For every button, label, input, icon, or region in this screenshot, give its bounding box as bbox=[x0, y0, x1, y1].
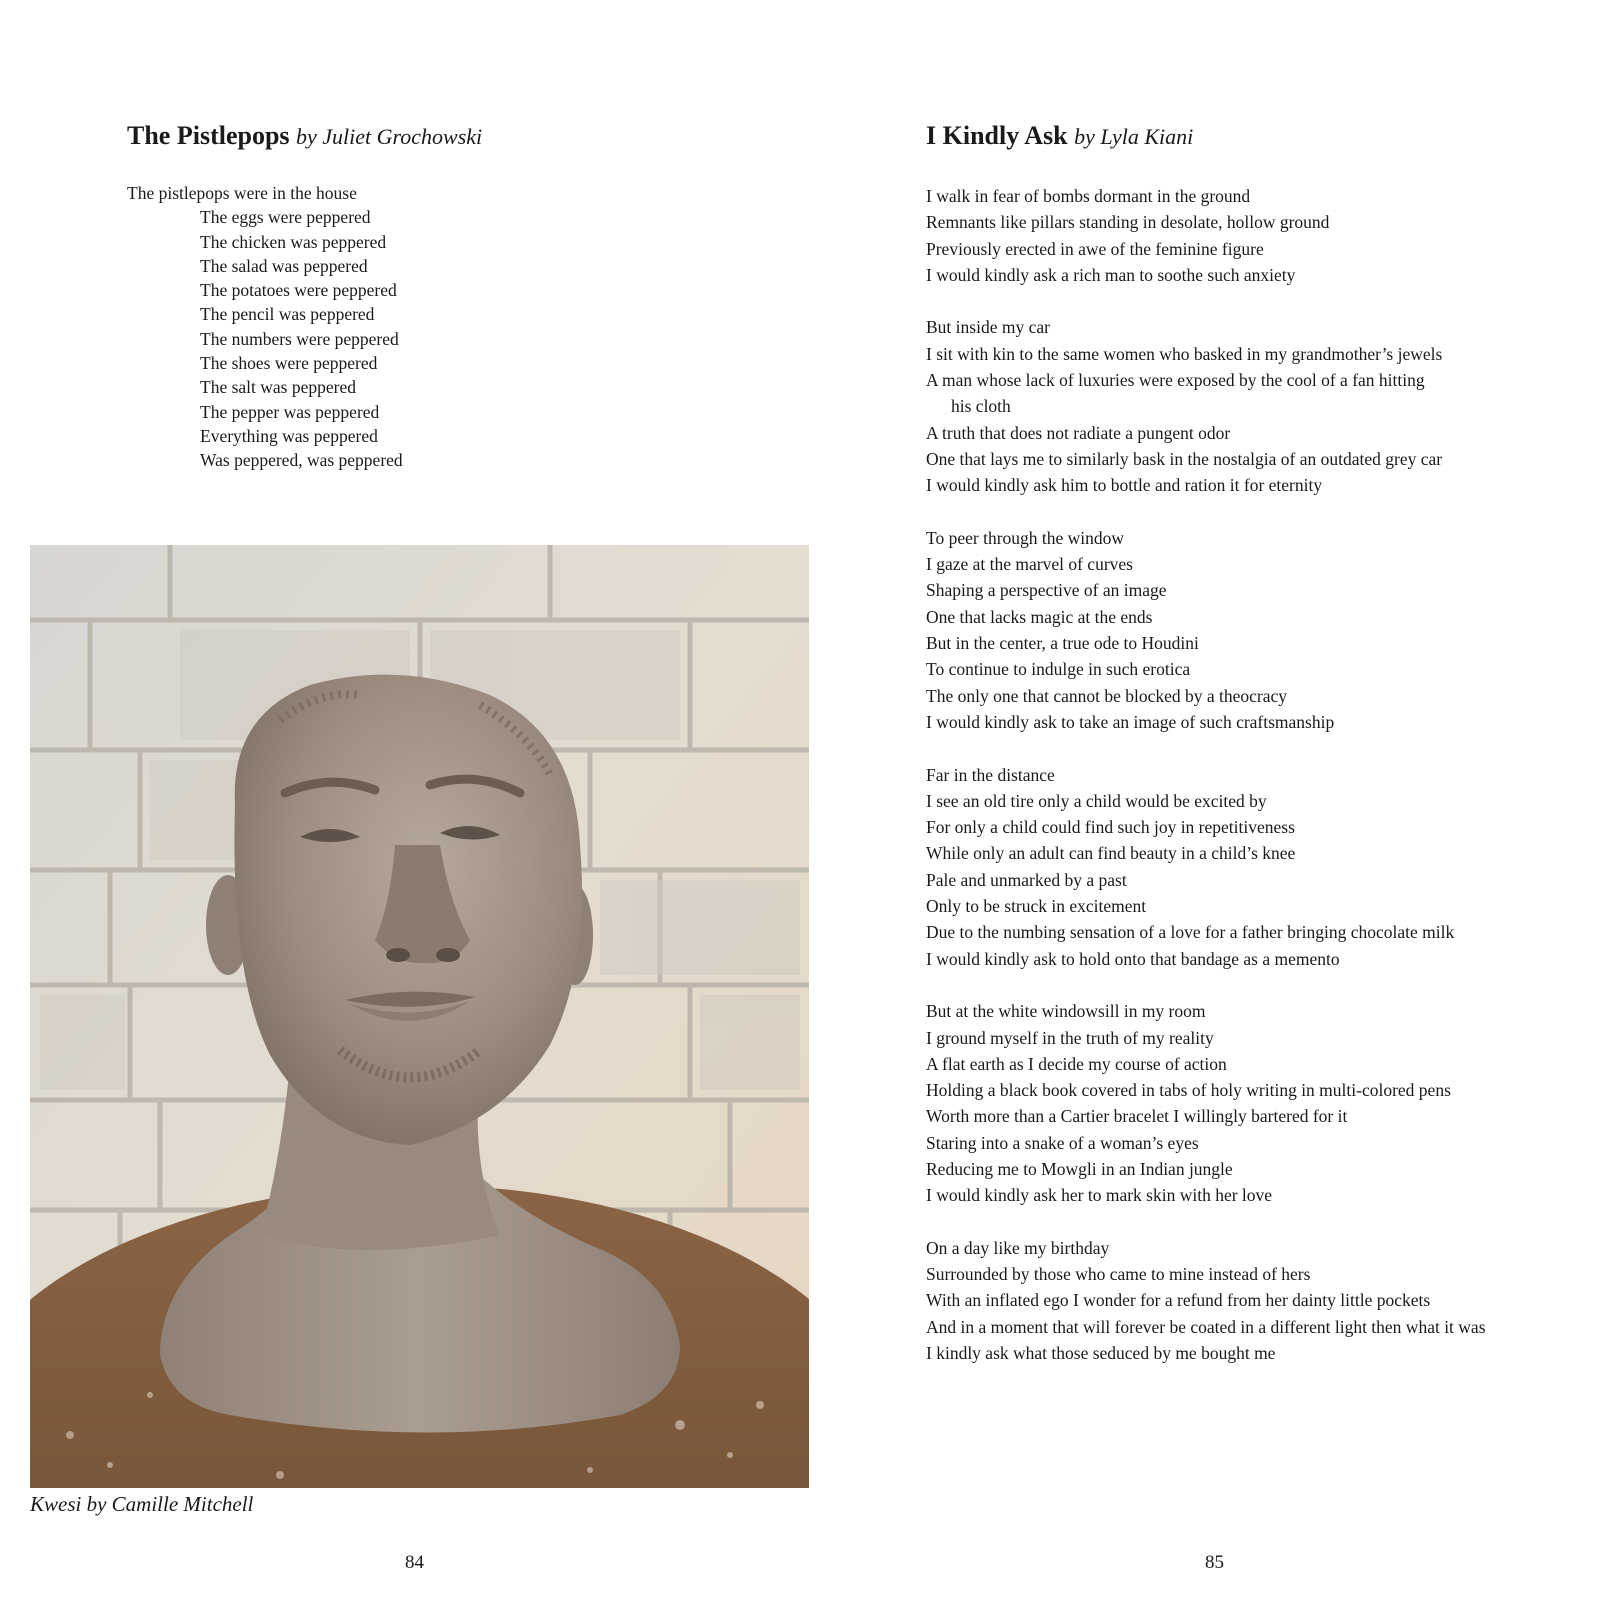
page-number-right: 85 bbox=[1205, 1552, 1224, 1573]
poem-author: by Lyla Kiani bbox=[1074, 124, 1194, 149]
poem-line: To peer through the window bbox=[926, 527, 1125, 548]
poem-line: Staring into a snake of a woman’s eyes bbox=[926, 1132, 1199, 1153]
poem-title: The Pistlepops bbox=[127, 121, 290, 150]
right-page bbox=[810, 0, 1620, 1620]
poem-line: Far in the distance bbox=[926, 764, 1055, 785]
poem-line: I kindly ask what those seduced by me bought me bbox=[926, 1343, 1276, 1364]
poem-line: I would kindly ask him to bottle and ration it for eternity bbox=[926, 475, 1323, 496]
poem-title-pistlepops bbox=[127, 121, 482, 151]
poem-line: The pepper was peppered bbox=[200, 401, 380, 422]
stanza bbox=[926, 525, 1486, 735]
poem-line: The only one that cannot be blocked by a theocracy bbox=[926, 685, 1288, 706]
stanza bbox=[926, 314, 1486, 498]
poem-line: The pistlepops were in the house bbox=[127, 183, 357, 203]
poem-body-pistlepops bbox=[127, 181, 403, 473]
sculpture-photo bbox=[30, 545, 809, 1488]
poem-line: Pale and unmarked by a past bbox=[926, 869, 1127, 890]
poem-line: The eggs were peppered bbox=[200, 207, 371, 228]
page-number-left: 84 bbox=[405, 1552, 424, 1573]
poem-line: Shaping a perspective of an image bbox=[926, 580, 1167, 601]
poem-line: But in the center, a true ode to Houdini bbox=[926, 633, 1199, 654]
poem-line: The potatoes were peppered bbox=[200, 280, 397, 301]
poem-line: Remnants like pillars standing in desolate, hollow ground bbox=[926, 212, 1330, 233]
poem-line: While only an adult can find beauty in a child’s knee bbox=[926, 843, 1296, 864]
poem-line: The chicken was peppered bbox=[200, 231, 387, 252]
poem-line: Holding a black book covered in tabs of holy writing in multi-colored pens bbox=[926, 1080, 1451, 1101]
poem-line: Due to the numbing sensation of a love for a father bringing chocolate milk bbox=[926, 922, 1455, 943]
poem-line: I sit with kin to the same women who basked in my grandmother’s jewels bbox=[926, 343, 1443, 364]
poem-line: I would kindly ask her to mark skin with her love bbox=[926, 1185, 1273, 1206]
poem-line: One that lacks magic at the ends bbox=[926, 606, 1153, 627]
poem-line: Everything was peppered bbox=[200, 425, 378, 446]
poem-line: Was peppered, was peppered bbox=[200, 450, 403, 471]
poem-line: I gaze at the marvel of curves bbox=[926, 554, 1133, 575]
poem-line: To continue to indulge in such erotica bbox=[926, 659, 1191, 680]
poem-line: For only a child could find such joy in repetitiveness bbox=[926, 817, 1295, 838]
stanza bbox=[926, 1235, 1486, 1366]
poem-line: Worth more than a Cartier bracelet I willingly bartered for it bbox=[926, 1106, 1348, 1127]
poem-line: One that lays me to similarly bask in the nostalgia of an outdated grey car bbox=[926, 448, 1443, 469]
poem-line: On a day like my birthday bbox=[926, 1237, 1110, 1258]
stanza bbox=[926, 998, 1486, 1208]
poem-line: A man whose lack of luxuries were exposed by the cool of a fan hitting bbox=[926, 370, 1425, 391]
poem-line: The shoes were peppered bbox=[200, 353, 378, 374]
poem-line: I would kindly ask to take an image of such craftsmanship bbox=[926, 711, 1335, 732]
poem-title-kindly-ask bbox=[926, 121, 1193, 151]
stanza bbox=[926, 183, 1486, 288]
poem-line: The salad was peppered bbox=[200, 255, 368, 276]
poem-line: The pencil was peppered bbox=[200, 304, 375, 325]
poem-line: A truth that does not radiate a pungent odor bbox=[926, 422, 1231, 443]
poem-line: With an inflated ego I wonder for a refund from her dainty little pockets bbox=[926, 1290, 1431, 1311]
poem-line: But inside my car bbox=[926, 317, 1050, 338]
stanza bbox=[926, 762, 1486, 972]
poem-line: Reducing me to Mowgli in an Indian jungle bbox=[926, 1158, 1233, 1179]
artwork-caption: Kwesi by Camille Mitchell bbox=[30, 1492, 254, 1516]
poem-line: Only to be struck in excitement bbox=[926, 896, 1147, 917]
poem-title: I Kindly Ask bbox=[926, 121, 1068, 150]
poem-line: Surrounded by those who came to mine instead of hers bbox=[926, 1264, 1311, 1285]
poem-line: But at the white windowsill in my room bbox=[926, 1001, 1206, 1022]
poem-line: The numbers were peppered bbox=[200, 328, 399, 349]
poem-line: I would kindly ask to hold onto that bandage as a memento bbox=[926, 948, 1340, 969]
poem-line: I see an old tire only a child would be excited by bbox=[926, 790, 1267, 811]
poem-line: I ground myself in the truth of my reality bbox=[926, 1027, 1214, 1048]
poem-line: Previously erected in awe of the feminine figure bbox=[926, 238, 1264, 259]
poem-line: And in a moment that will forever be coated in a different light then what it was bbox=[926, 1316, 1486, 1337]
poem-line: A flat earth as I decide my course of action bbox=[926, 1053, 1227, 1074]
poem-body-kindly-ask bbox=[926, 183, 1486, 1366]
poem-line: I would kindly ask a rich man to soothe such anxiety bbox=[926, 264, 1296, 285]
poem-author: by Juliet Grochowski bbox=[296, 124, 483, 149]
poem-line: I walk in fear of bombs dormant in the ground bbox=[926, 186, 1251, 206]
poem-line: The salt was peppered bbox=[200, 377, 356, 398]
poem-line: his cloth bbox=[951, 396, 1011, 417]
